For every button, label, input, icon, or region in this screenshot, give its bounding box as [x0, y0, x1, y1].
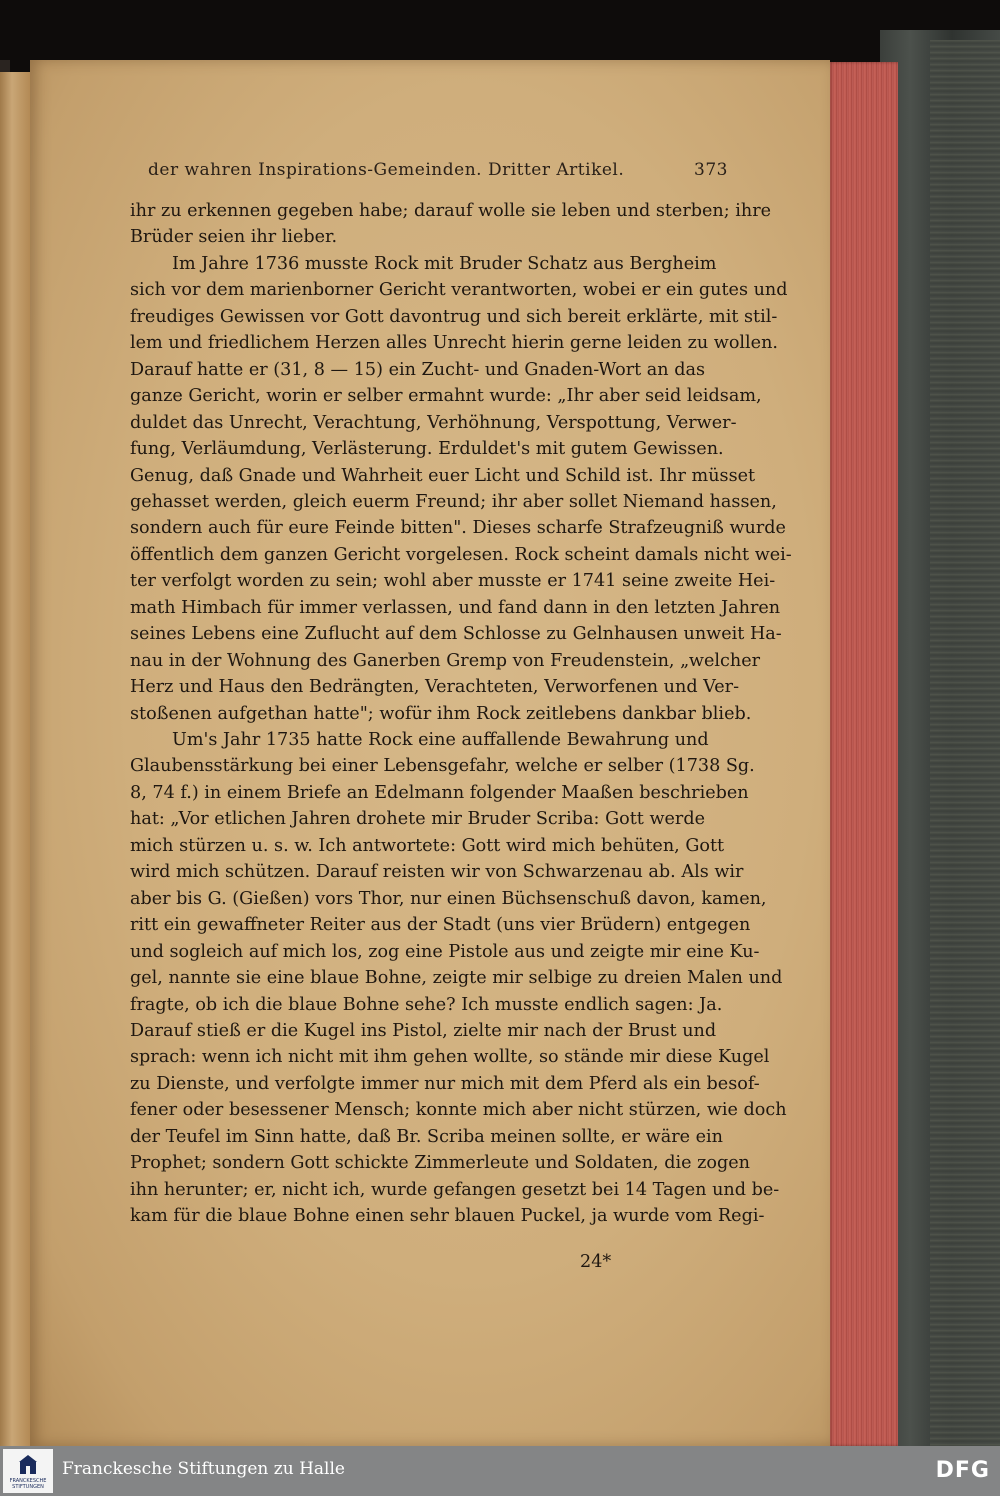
- text-line: wird mich schützen. Darauf reisten wir von Schwarzenau ab. Als wir: [130, 862, 744, 883]
- institution-name[interactable]: Franckesche Stiftungen zu Halle: [62, 1459, 345, 1479]
- text-line: gel, nannte sie eine blaue Bohne, zeigte mir selbige zu dreien Malen und: [130, 968, 783, 989]
- text-line: math Himbach für immer verlassen, und fand dann in den letzten Jahren: [130, 597, 781, 618]
- text-line: Genug, daß Gnade und Wahrheit euer Licht und Schild ist. Ihr müsset: [130, 465, 756, 486]
- signature-mark: 24*: [580, 1252, 612, 1272]
- text-line: ihn herunter; er, nicht ich, wurde gefangen gesetzt bei 14 Tagen und be-: [130, 1179, 780, 1200]
- text-line: der Teufel im Sinn hatte, daß Br. Scriba meinen sollte, er wäre ein: [130, 1126, 723, 1147]
- text-line: aber bis G. (Gießen) vors Thor, nur einen Büchsenschuß davon, kamen,: [130, 888, 767, 909]
- text-line: sprach: wenn ich nicht mit ihm gehen wollte, so stände mir diese Kugel: [130, 1047, 770, 1068]
- text-line: sondern auch für eure Feinde bitten". Dieses scharfe Strafzeugniß wurde: [130, 518, 786, 539]
- text-line: Im Jahre 1736 musste Rock mit Bruder Schatz aus Bergheim: [172, 253, 717, 274]
- text-line: sich vor dem marienborner Gericht verantworten, wobei er ein gutes und: [130, 280, 788, 301]
- text-line: nau in der Wohnung des Ganerben Gremp von Freudenstein, „welcher: [130, 650, 761, 671]
- text-line: ganze Gericht, worin er selber ermahnt wurde: „Ihr aber seid leidsam,: [130, 386, 762, 407]
- seal-icon: [18, 1454, 38, 1476]
- text-line: fragte, ob ich die blaue Bohne sehe? Ich musste endlich sagen: Ja.: [130, 994, 723, 1015]
- text-line: Herz und Haus den Bedrängten, Verachteten, Verworfenen und Ver-: [130, 677, 740, 698]
- text-line: Brüder seien ihr lieber.: [130, 227, 338, 248]
- text-line: ter verfolgt worden zu sein; wohl aber musste er 1741 seine zweite Hei-: [130, 571, 776, 592]
- text-line: Darauf hatte er (31, 8 — 15) ein Zucht- und Gnaden-Wort an das: [130, 359, 706, 380]
- text-line: gehasset werden, gleich euerm Freund; ihr aber sollet Niemand hassen,: [130, 491, 777, 512]
- text-line: zu Dienste, und verfolgte immer nur mich mit dem Pferd als ein besof-: [130, 1073, 760, 1094]
- logo-line-1: FRANCKESCHE: [9, 1478, 47, 1484]
- text-line: hat: „Vor etlichen Jahren drohete mir Bruder Scriba: Gott werde: [130, 809, 706, 830]
- text-line: 8, 74 f.) in einem Briefe an Edelmann folgender Maaßen beschrieben: [130, 782, 749, 803]
- text-line: und sogleich auf mich los, zog eine Pistole aus und zeigte mir eine Ku-: [130, 941, 760, 962]
- text-line: ihr zu erkennen gegeben habe; darauf wolle sie leben und sterben; ihre: [130, 201, 772, 221]
- text-line: stoßenen aufgethan hatte"; wofür ihm Rock zeitlebens dankbar blieb.: [130, 703, 752, 724]
- logo-line-2: STIFTUNGEN: [12, 1484, 44, 1490]
- text-line: fung, Verläumdung, Verlästerung. Erduldet's mit gutem Gewissen.: [130, 439, 724, 460]
- dfg-logo[interactable]: DFG: [935, 1458, 990, 1483]
- text-line: freudiges Gewissen vor Gott davontrug und sich bereit erklärte, mit stil-: [130, 306, 778, 327]
- text-line: Um's Jahr 1735 hatte Rock eine auffallende Bewahrung und: [172, 730, 709, 750]
- text-line: seines Lebens eine Zuflucht auf dem Schlosse zu Gelnhausen unweit Ha-: [130, 624, 782, 645]
- logo-caption: [3, 1478, 53, 1490]
- running-head: der wahren Inspirations-Gemeinden. Dritter Artikel.: [148, 160, 625, 180]
- text-line: Glaubensstärkung bei einer Lebensgefahr, welche er selber (1738 Sg.: [130, 756, 755, 777]
- text-line: fener oder besessener Mensch; konnte mich aber nicht stürzen, wie doch: [130, 1100, 787, 1121]
- text-line: ritt ein gewaffneter Reiter aus der Stadt (uns vier Brüdern) entgegen: [130, 915, 751, 936]
- text-line: lem und friedlichem Herzen alles Unrecht hierin gerne leiden zu wollen.: [130, 333, 779, 354]
- red-page-edges: [828, 62, 898, 1446]
- viewer-footer: [0, 1446, 1000, 1496]
- text-line: Prophet; sondern Gott schickte Zimmerleute und Soldaten, die zogen: [130, 1153, 750, 1174]
- text-line: öffentlich dem ganzen Gericht vorgelesen. Rock scheint damals nicht wei-: [130, 544, 792, 565]
- book-cover-texture: [930, 40, 1000, 1446]
- text-line: duldet das Unrecht, Verachtung, Verhöhnung, Verspottung, Verwer-: [130, 412, 737, 433]
- page-number: 373: [694, 160, 728, 180]
- text-line: Darauf stieß er die Kugel ins Pistol, zielte mir nach der Brust und: [130, 1020, 717, 1041]
- text-line: mich stürzen u. s. w. Ich antwortete: Gott wird mich behüten, Gott: [130, 835, 725, 856]
- left-page-edge: [0, 72, 32, 1446]
- institution-logo[interactable]: [3, 1449, 53, 1493]
- text-line: kam für die blaue Bohne einen sehr blauen Puckel, ja wurde vom Regi-: [130, 1206, 765, 1227]
